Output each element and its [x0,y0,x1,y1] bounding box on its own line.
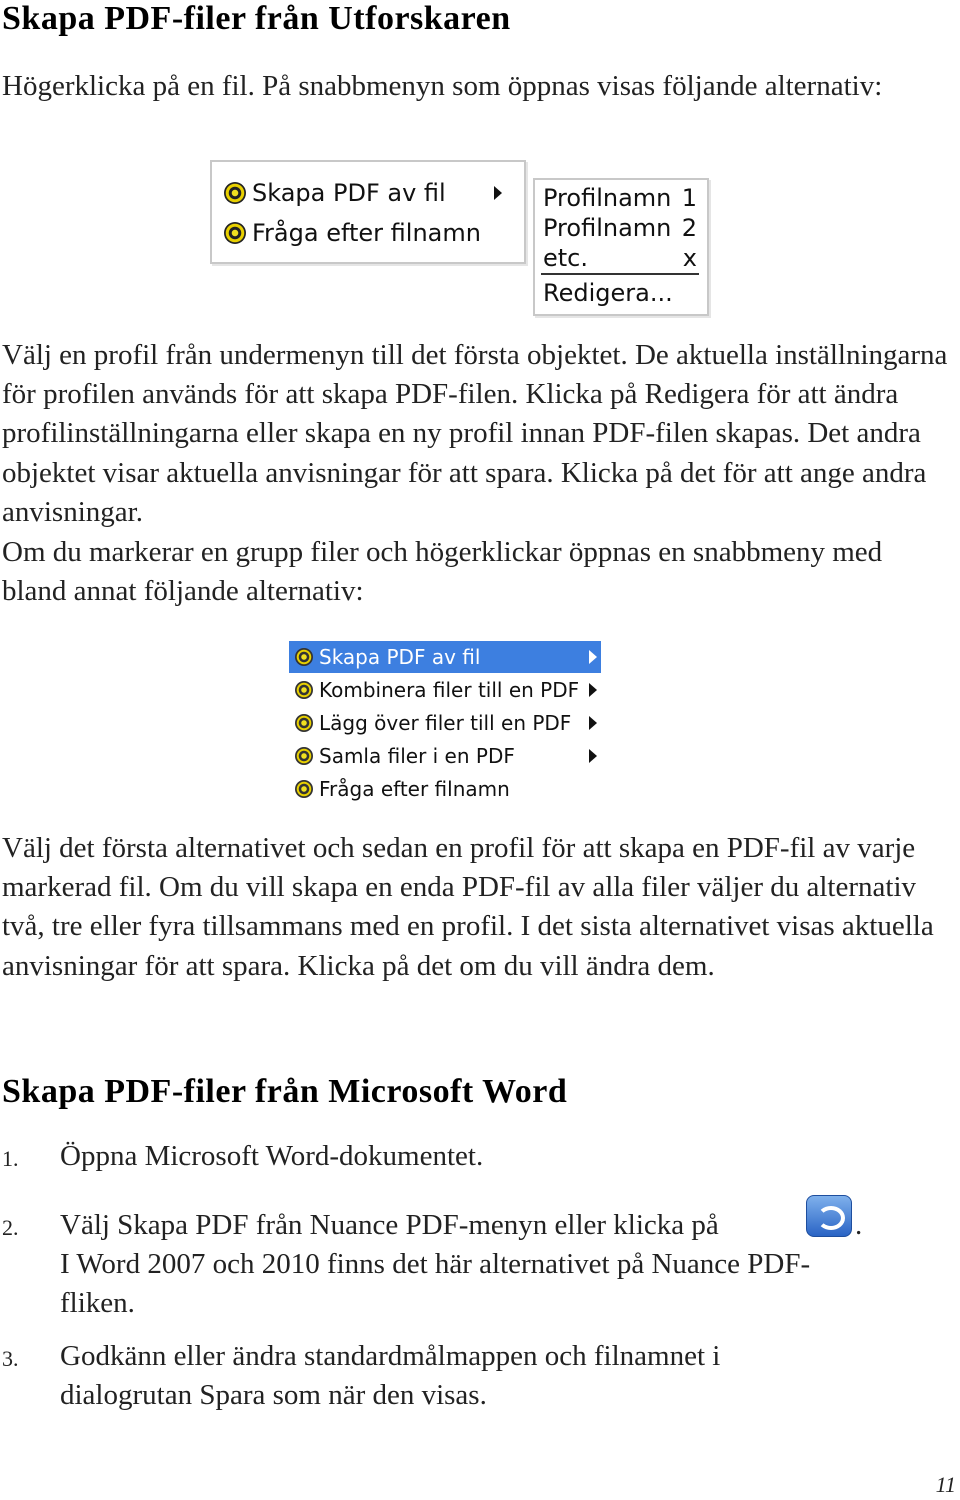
profile-gear-icon [295,681,313,699]
submenu-item-profile-2[interactable] [543,213,697,243]
profile-gear-icon [295,714,313,732]
profile-key: x [682,244,697,272]
profile-gear-icon [224,222,246,244]
explorer-context-menu [210,160,526,264]
menu-item-label: Kombinera filer till en PDF [319,678,580,702]
group-intro-paragraph: Om du markerar en grupp filer och högerklickar öppnas en snabbmeny med bland annat följande alternativ: [2,536,883,608]
menu-item-label: Fråga efter filnamn [319,777,510,801]
group-menu-item-ask-filename[interactable] [289,773,601,805]
submenu-arrow-icon [589,650,597,664]
menu-item-label: Lägg över filer till en PDF [319,711,572,735]
profile-name: Profilnamn [543,214,672,242]
profile-gear-icon [224,182,246,204]
profile-explanation-paragraph: Välj en profil från undermenyn till det första objektet. De aktuella inställningarna för profilen används för att skapa PDF-filen. Klicka på Redigera för att ändra profilinställningarna eller skapa en ny profil innan PDF-filen skapas. Det andra objektet visar aktuella anvisningar för att spara. Klicka på det för att ange andra anvisningar. [2,339,948,528]
profile-name: Profilnamn [543,184,672,212]
menu-item-label: Fråga efter filnamn [252,219,481,247]
menu-item-create-pdf[interactable] [224,176,446,210]
nuance-create-pdf-icon[interactable] [806,1195,852,1237]
submenu-item-edit[interactable] [543,278,697,308]
edit-label: Redigera... [543,279,673,307]
step-1-text: Öppna Microsoft Word-dokumentet. [60,1140,484,1172]
submenu-separator [541,273,699,275]
profile-key: 2 [681,214,697,242]
submenu-arrow-icon [589,683,597,697]
submenu-arrow-icon [589,716,597,730]
step-2-period: . [855,1209,863,1241]
step-3-text: Godkänn eller ändra standardmålmappen och filnamnet i dialogrutan Spara som när den visas. [60,1340,721,1412]
group-menu-item-create-pdf[interactable] [289,641,601,673]
section-heading-explorer: Skapa PDF-filer från Utforskaren [2,0,511,37]
section-heading-word: Skapa PDF-filer från Microsoft Word [2,1073,568,1110]
group-menu-item-combine[interactable] [289,674,601,706]
step-number: 1. [2,1146,19,1171]
profile-gear-icon [295,747,313,765]
profile-submenu [533,178,709,316]
group-menu-item-collect[interactable] [289,740,601,772]
menu-item-label: Skapa PDF av fil [252,179,446,207]
submenu-arrow-icon [494,186,502,200]
group-menu-item-overlay[interactable] [289,707,601,739]
group-explanation-paragraph: Välj det första alternativet och sedan en profil för att skapa en PDF-fil av varje markerad fil. Om du vill skapa en enda PDF-fil av alla filer väljer du alternativ två, tre eller fyra tillsammans med en profil. I det sista alternativet visas aktuella anvisningar för att spara. Klicka på det om du vill ändra dem. [2,832,934,982]
submenu-arrow-icon [589,749,597,763]
step-2-continuation: I Word 2007 och 2010 finns det här alternativet på Nuance PDF-fliken. [60,1248,811,1320]
step-2-text: Välj Skapa PDF från Nuance PDF-menyn eller klicka på [60,1209,719,1241]
step-number: 2. [2,1215,19,1240]
submenu-item-profile-1[interactable] [543,183,697,213]
step-number: 3. [2,1346,19,1371]
menu-item-ask-filename[interactable] [224,216,481,250]
profile-key: 1 [681,184,697,212]
menu-item-label: Skapa PDF av fil [319,645,481,669]
profile-gear-icon [295,648,313,666]
intro-paragraph: Högerklicka på en fil. På snabbmenyn som öppnas visas följande alternativ: [2,70,883,102]
page-number: 11 [935,1472,956,1497]
submenu-item-etc[interactable] [543,243,697,273]
profile-gear-icon [295,780,313,798]
profile-name: etc. [543,244,588,272]
group-context-menu [289,641,601,809]
menu-item-label: Samla filer i en PDF [319,744,515,768]
